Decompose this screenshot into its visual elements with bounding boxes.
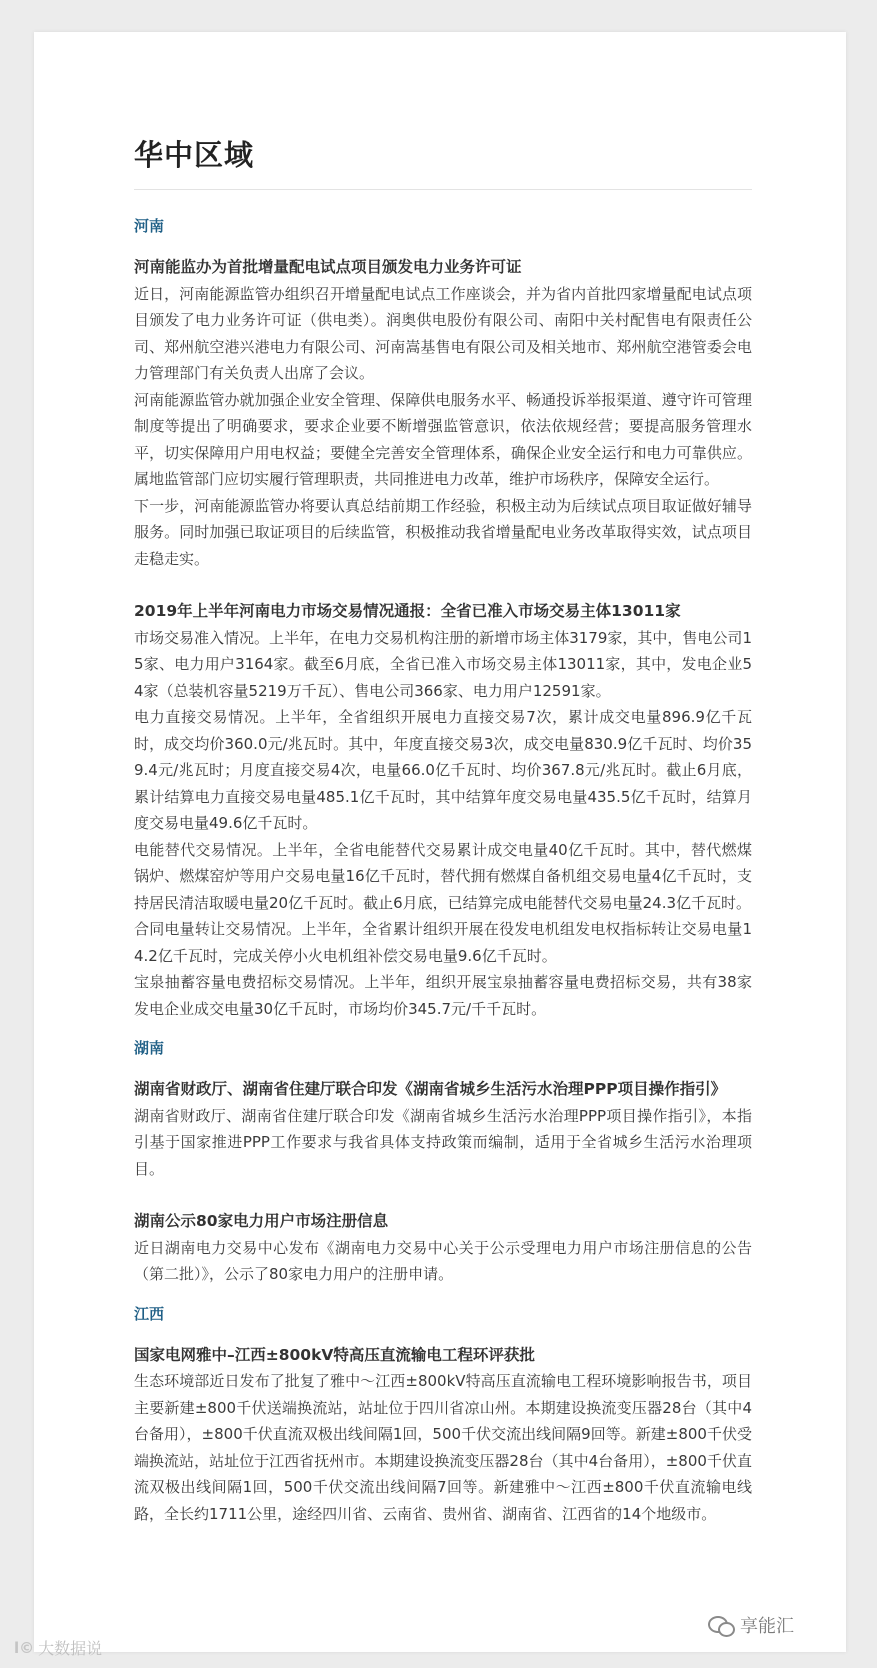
logo-icon: l© [14,1638,35,1657]
article-paragraph: 电力直接交易情况。上半年，全省组织开展电力直接交易7次，累计成交电量896.9亿千瓦时，成交均价360.0元/兆瓦时。其中，年度直接交易3次，成交电量830.9亿千瓦时、均价359.4元/兆瓦时；月度直接交易4次，电量66.0亿千瓦时、均价367.8元/兆瓦时。截止6月底，累计结算电力直接交易电量485.1亿千瓦时，其中结算年度交易电量435.5亿千瓦时，结算月度交易电量49.6亿千瓦时。 [134,708,752,832]
article-title: 湖南公示80家电力用户市场注册信息 [134,1212,389,1230]
section-hunan [134,1036,752,1288]
article-paragraph: 市场交易准入情况。上半年，在电力交易机构注册的新增市场主体3179家，其中，售电公司15家、电力用户3164家。截至6月底，全省已准入市场交易主体13011家，其中，发电企业54家（总装机容量5219万千瓦）、售电公司366家、电力用户12591家。 [134,628,752,700]
article-paragraph: 合同电量转让交易情况。上半年，全省累计组织开展在役发电机组发电权指标转让交易电量14.2亿千瓦时，完成关停小火电机组补偿交易电量9.6亿千瓦时。 [134,920,752,965]
page-title: 华中区域 [134,127,752,190]
document-content [134,127,752,1527]
article-title: 湖南省财政厅、湖南省住建厅联合印发《湖南省城乡生活污水治理PPP项目操作指引》 [134,1080,727,1098]
watermark-left-text: 大数据说 [38,1639,103,1658]
article-paragraph: 湖南省财政厅、湖南省住建厅联合印发《湖南省城乡生活污水治理PPP项目操作指引》，本指引基于国家推进PPP工作要求与我省具体支持政策而编制，适用于全省城乡生活污水治理项目。 [134,1106,752,1178]
watermark-right-text: 享能汇 [740,1616,794,1637]
article-paragraph: 河南能源监管办就加强企业安全管理、保障供电服务水平、畅通投诉举报渠道、遵守许可管理制度等提出了明确要求，要求企业要不断增强监管意识，依法依规经营；要提高服务管理水平，切实保障用户用电权益；要健全完善安全管理体系，确保企业安全运行和电力可靠供应。属地监管部门应切实履行管理职责，共同推进电力改革，维护市场秩序，保障安全运行。 [134,390,752,488]
region-heading-hunan: 湖南 [134,1039,165,1057]
article-paragraph: 电能替代交易情况。上半年，全省电能替代交易累计成交电量40亿千瓦时。其中，替代燃煤锅炉、燃煤窑炉等用户交易电量16亿千瓦时，替代拥有燃煤自备机组交易电量4亿千瓦时，支持居民清洁取暖电量20亿千瓦时。截止6月底，已结算完成电能替代交易电量24.3亿千瓦时。 [134,840,752,912]
wechat-icon [708,1614,734,1636]
section-henan [134,214,752,1022]
article-title: 2019年上半年河南电力市场交易情况通报：全省已准入市场交易主体13011家 [134,602,681,620]
region-heading-henan: 河南 [134,217,165,235]
article-paragraph: 下一步，河南能源监管办将要认真总结前期工作经验，积极主动为后续试点项目取证做好辅导服务。同时加强已取证项目的后续监管，积极推动我省增量配电业务改革取得实效，试点项目走稳走实。 [134,496,752,568]
article-title: 河南能监办为首批增量配电试点项目颁发电力业务许可证 [134,258,522,276]
region-heading-jiangxi: 江西 [134,1304,165,1323]
article-paragraph: 宝泉抽蓄容量电费招标交易情况。上半年，组织开展宝泉抽蓄容量电费招标交易，共有38家发电企业成交电量30亿千瓦时，市场均价345.7元/千千瓦时。 [134,973,752,1018]
watermark-left [14,1636,102,1659]
article-title: 国家电网雅中–江西±800kV特高压直流输电工程环评获批 [134,1345,535,1364]
watermark-right [708,1612,794,1638]
document-card [34,32,846,1652]
article-paragraph: 生态环境部近日发布了批复了雅中～江西±800kV特高压直流输电工程环境影响报告书，项目主要新建±800千伏送端换流站，站址位于四川省凉山州。本期建设换流变压器28台（其中4台备用），±800千伏直流双极出线间隔1回，500千伏交流出线间隔9回等。新建±800千伏受端换流站，站址位于江西省抚州市。本期建设换流变压器28台（其中4台备用），±800千伏直流双极出线间隔1回，500千伏交流出线间隔7回等。新建雅中～江西±800千伏直流输电线路，全长约1711公里，途经四川省、云南省、贵州省、湖南省、江西省的14个地级市。 [134,1372,752,1523]
article-paragraph: 近日湖南电力交易中心发布《湖南电力交易中心关于公示受理电力用户市场注册信息的公告（第二批）》，公示了80家电力用户的注册申请。 [134,1238,752,1283]
article-paragraph: 近日，河南能源监管办组织召开增量配电试点工作座谈会，并为省内首批四家增量配电试点项目颁发了电力业务许可证（供电类）。润奥供电股份有限公司、南阳中关村配售电有限责任公司、郑州航空港兴港电力有限公司、河南嵩基售电有限公司及相关地市、郑州航空港管委会电力管理部门有关负责人出席了会议。 [134,284,752,382]
section-jiangxi [134,1302,752,1528]
